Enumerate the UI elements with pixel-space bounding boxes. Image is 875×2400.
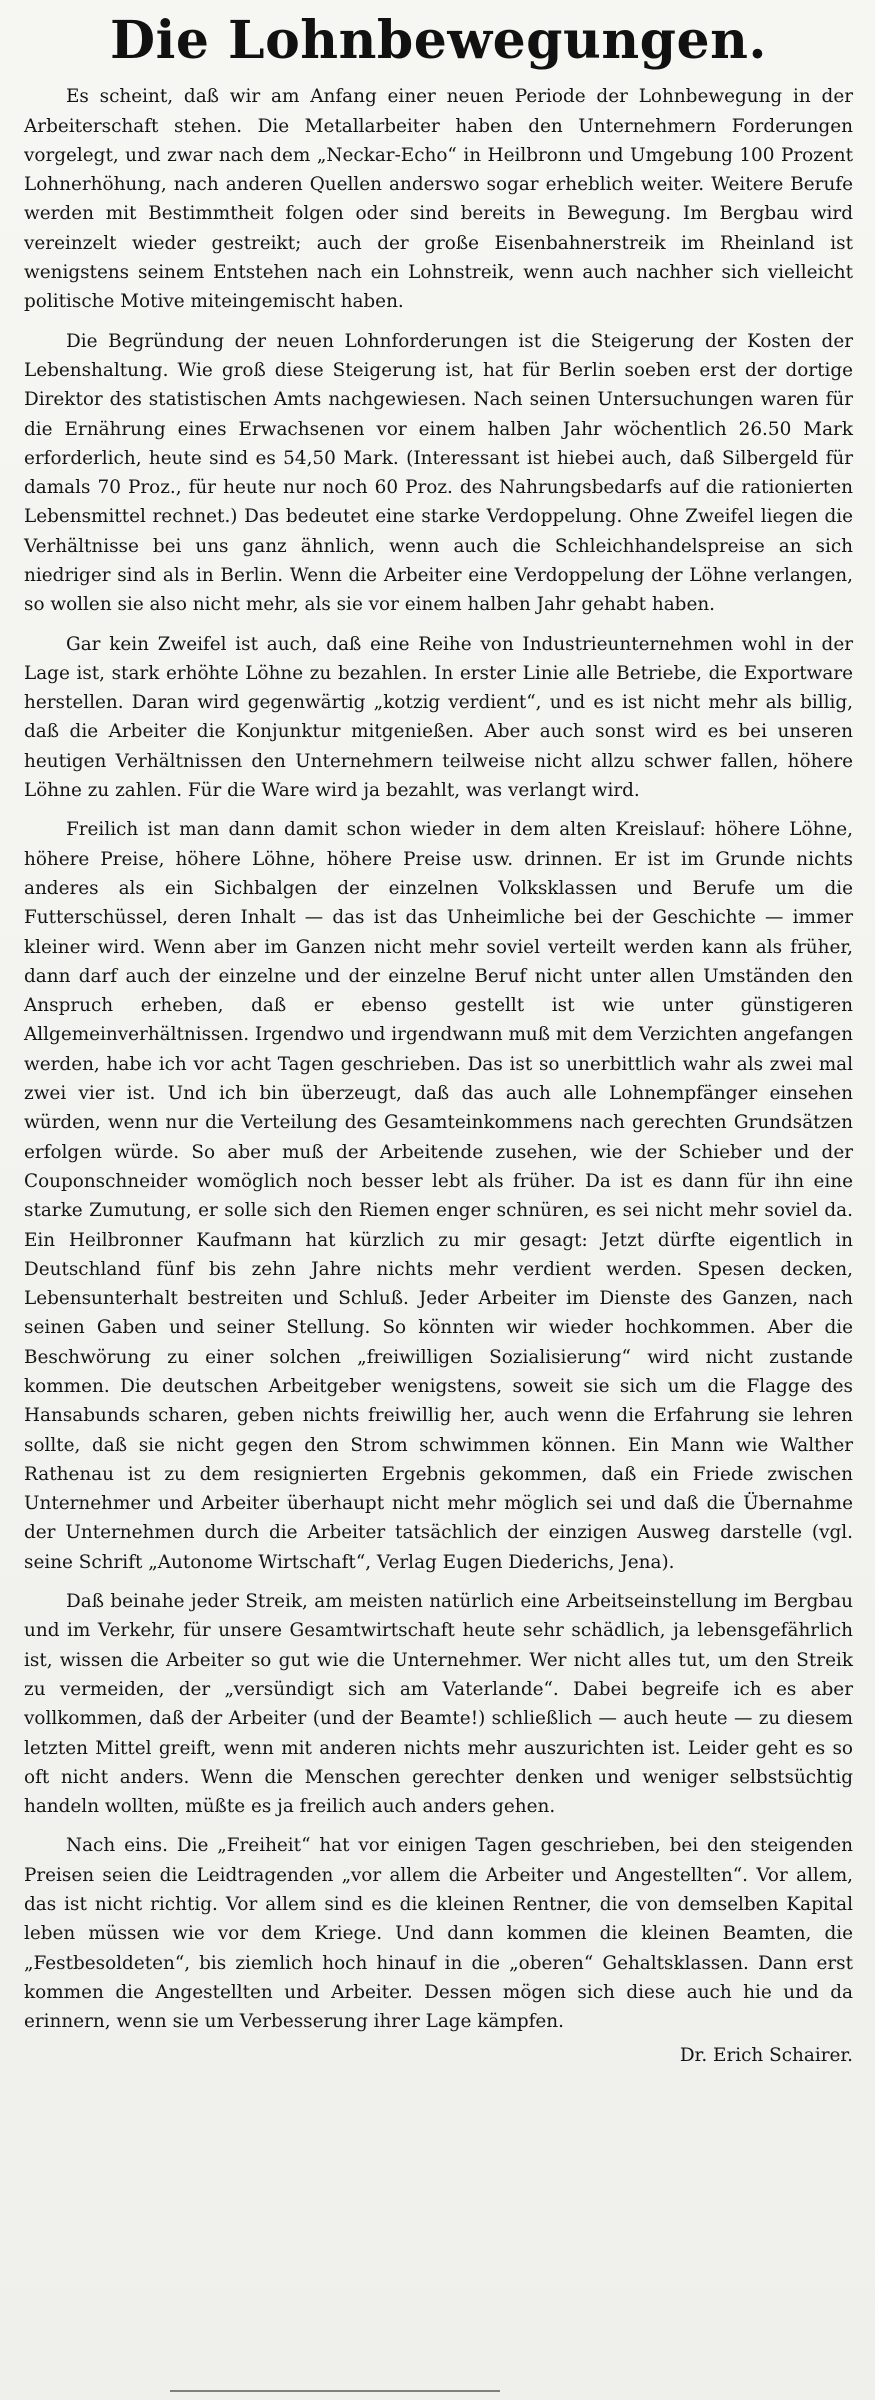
paragraph: Gar kein Zweifel ist auch, daß eine Reihe von Industrieunternehmen wohl in der Lage ist, stark erhöhte Löhne zu bezahlen. In erster Linie alle Betriebe, die Exportware herstellen. Daran wird gegenwärtig „kotzig verdient“, und es ist nicht mehr als billig, daß die Arbeiter die Konjunktur mitgenießen. Aber auch sonst wird es bei unseren heutigen Verhältnissen den Unternehmern teilweise nicht allzu schwer fallen, höhere Löhne zu zahlen. Für die Ware wird ja bezahlt, was verlangt wird. (24, 633, 853, 802)
paragraph: Die Begründung der neuen Lohnforderungen ist die Steigerung der Kosten der Lebenshaltung. Wie groß diese Steigerung ist, hat für Berlin soeben erst der dortige Direktor des statistischen Amts nachgewiesen. Nach seinen Untersuchungen waren für die Ernährung eines Erwachsenen vor einem halben Jahr wöchentlich 26.50 Mark erforderlich, heute sind es 54,50 Mark. (Interessant ist hiebei auch, daß Silbergeld für damals 70 Proz., für heute nur noch 60 Proz. des Nahrungsbedarfs auf die rationierten Lebensmittel rechnet.) Das bedeutet eine starke Verdoppelung. Ohne Zweifel liegen die Verhältnisse bei uns ganz ähnlich, wenn auch die Schleichhandelspreise an sich niedriger sind als in Berlin. Wenn die Arbeiter eine Verdoppelung der Löhne verlangen, so wollen sie also nicht mehr, als sie vor einem halben Jahr gehabt haben. (24, 330, 853, 616)
paragraph: Freilich ist man dann damit schon wieder in dem alten Kreislauf: höhere Löhne, höhere Preise, höhere Löhne, höhere Preise usw. drinnen. Er ist im Grunde nichts anderes als ein Sichbalgen der einzelnen Volksklassen und Berufe um die Futterschüssel, deren Inhalt — das ist das Unheimliche bei der Geschichte — immer kleiner wird. Wenn aber im Ganzen nicht mehr soviel verteilt werden kann als früher, dann darf auch der einzelne und der einzelne Beruf nicht unter allen Umständen den Anspruch erheben, daß er ebenso gestellt ist wie unter günstigeren Allgemeinverhältnissen. Irgendwo und irgendwann muß mit dem Verzichten angefangen werden, habe ich vor acht Tagen geschrieben. Das ist so unerbittlich wahr als zwei mal zwei vier ist. Und ich bin überzeugt, daß das auch alle Lohnempfänger einsehen würden, wenn nur die Verteilung des Gesamteinkommens nach gerechten Grundsätzen erfolgen würde. So aber muß der Arbeitende zusehen, wie der Schieber und der Couponschneider womöglich noch besser lebt als früher. Da ist es dann für ihn eine starke Zumutung, er solle sich den Riemen enger schnüren, es sei nicht mehr soviel da. Ein Heilbronner Kaufmann hat kürzlich zu mir gesagt: Jetzt dürfte eigentlich in Deutschland fünf bis zehn Jahre nichts mehr verdient werden. Spesen decken, Lebensunterhalt bestreiten und Schluß. Jeder Arbeiter im Dienste des Ganzen, nach seinen Gaben und seiner Stellung. So könnten wir wieder hochkommen. Aber die Beschwörung zu einer solchen „freiwilligen Sozialisierung“ wird nicht zustande kommen. Die deutschen Arbeitgeber wenigstens, soweit sie sich um die Flagge des Hansabunds scharen, geben nichts freiwillig her, auch wenn die Erfahrung sie lehren sollte, daß sie nicht gegen den Strom schwimmen können. Ein Mann wie Walther Rathenau ist zu dem resignierten Ergebnis gekommen, daß ein Friede zwischen Unternehmer und Arbeiter überhaupt nicht mehr möglich sei und daß die Übernahme der Unternehmen durch die Arbeiter tatsächlich der einzigen Ausweg darstelle (vgl. seine Schrift „Autonome Wirtschaft“, Verlag Eugen Diederichs, Jena). (24, 819, 853, 1573)
paragraph: Nach eins. Die „Freiheit“ hat vor einigen Tagen geschrieben, bei den steigenden Preisen seien die Leidtragenden „vor allem die Arbeiter und Angestellten“. Vor allem, das ist nicht richtig. Vor allem sind es die kleinen Rentner, die von demselben Kapital leben müssen wie vor dem Kriege. Und dann kommen die kleinen Beamten, die „Festbesoldeten“, bis ziemlich hoch hinauf in die „oberen“ Gehaltsklassen. Dann erst kommen die Angestellten und Arbeiter. Dessen mögen sich diese auch hie und da erinnern, wenn sie um Verbesserung ihrer Lage kämpfen. (24, 1835, 853, 2033)
paragraph: Daß beinahe jeder Streik, am meisten natürlich eine Arbeitseinstellung im Bergbau und im Verkehr, für unsere Gesamtwirtschaft heute sehr schädlich, ja lebensgefährlich ist, wissen die Arbeiter so gut wie die Unternehmer. Wer nicht alles tut, um den Streik zu vermeiden, der „versündigt sich am Vaterlande“. Dabei begreife ich es aber vollkommen, daß der Arbeiter (und der Beamte!) schließlich — auch heute — zu diesem letzten Mittel greift, wenn mit anderen nichts mehr auszurichten ist. Leider geht es so oft nicht anders. Wenn die Menschen gerechter denken und weniger selbstsüchtig handeln wollten, müßte es ja freilich auch anders gehen. (24, 1591, 853, 1818)
headline: Die Lohnbewegungen. (109, 10, 767, 71)
author-signature: Dr. Erich Schairer. (679, 2044, 853, 2066)
article-body (24, 82, 853, 2036)
cut-line-divider (170, 2390, 500, 2400)
paragraph: Es scheint, daß wir am Anfang einer neuen Periode der Lohnbewegung in der Arbeiterschaft stehen. Die Metallarbeiter haben den Unternehmern Forderungen vorgelegt, und zwar nach dem „Neckar-Echo“ in Heilbronn und Umgebung 100 Prozent Lohnerhöhung, nach anderen Quellen anderswo sogar erheblich weiter. Weitere Berufe werden mit Bestimmtheit folgen oder sind bereits in Bewegung. Im Bergbau wird vereinzelt wieder gestreikt; auch der große Eisenbahnerstreik im Rheinland ist wenigstens seinem Entstehen nach ein Lohnstreik, wenn auch nachher sich vielleicht politische Motive miteingemischt haben. (24, 86, 853, 313)
